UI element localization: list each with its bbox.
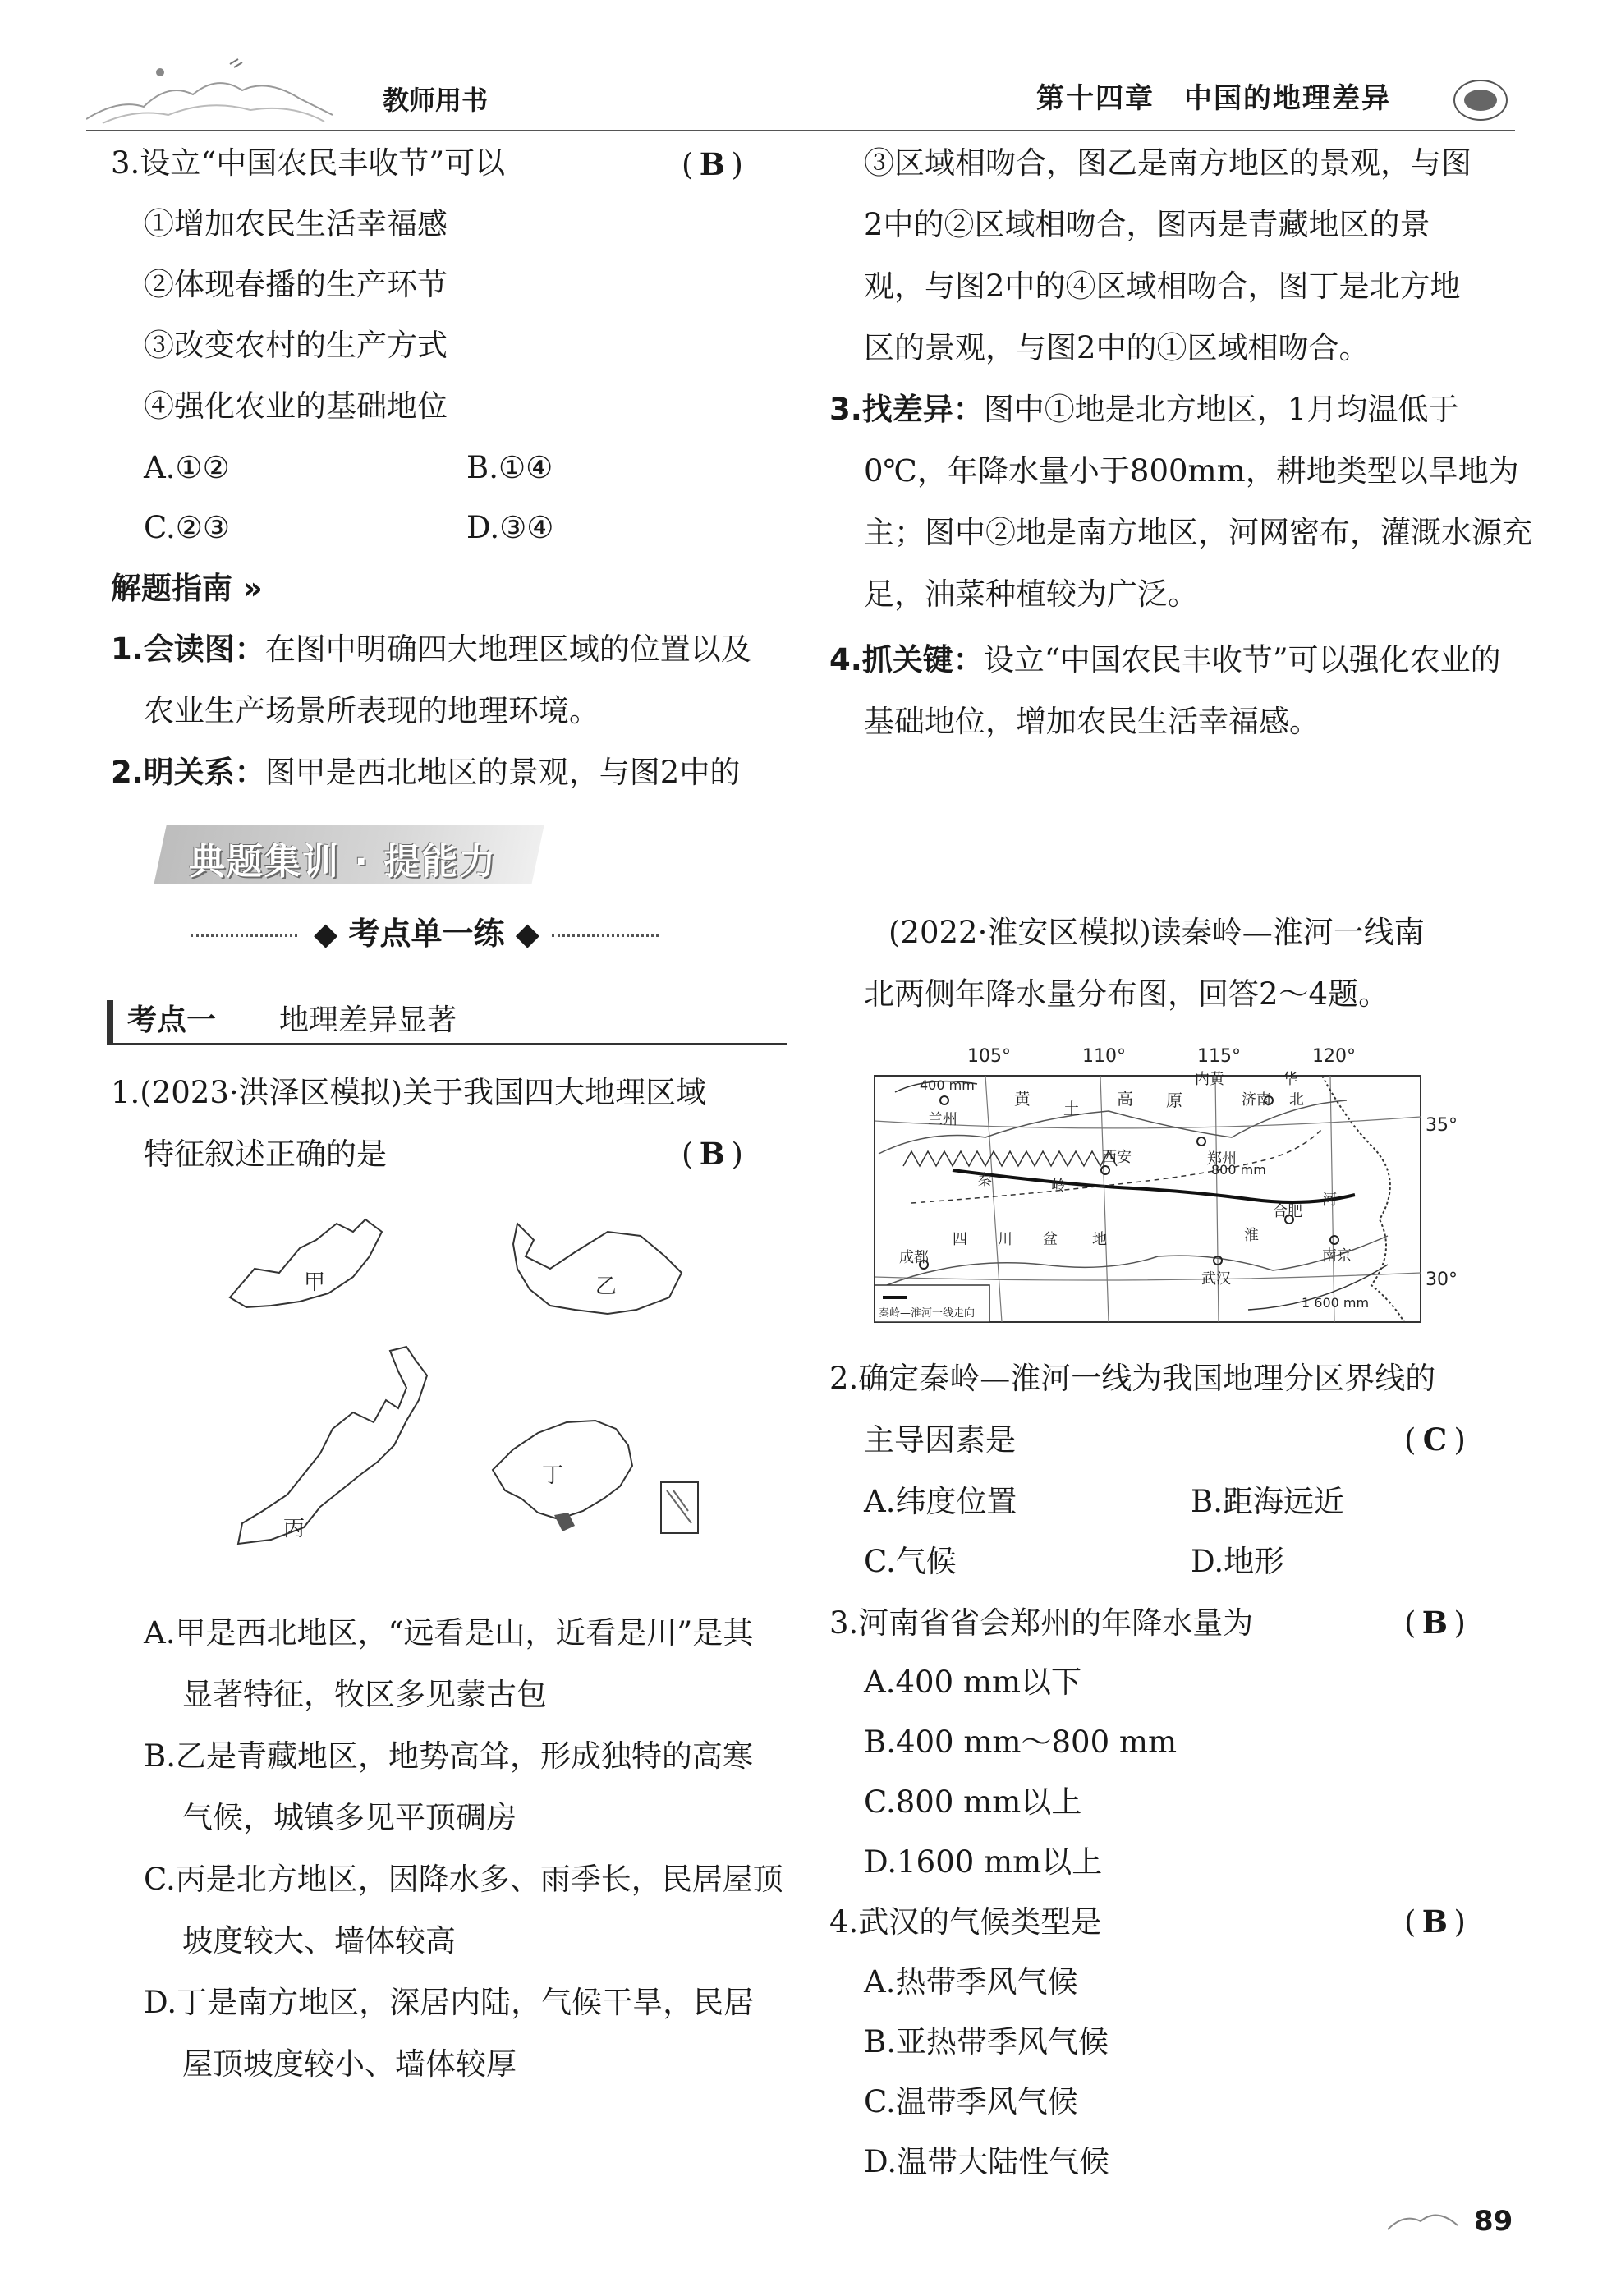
map-intro-1: (2022·淮安区模拟)读秦岭—淮河一线南 (888, 915, 1425, 950)
lon-label-120: 120° (1312, 1046, 1356, 1067)
terrain-label: 黄 (1014, 1089, 1031, 1109)
q3-stem: 3.设立“中国农民丰收节”可以 (111, 145, 506, 181)
q1-option-b-1 (144, 1738, 753, 1774)
option-text: 温带大陆性气候 (897, 2144, 1110, 2179)
option-label: A. (144, 1615, 176, 1651)
terrain-label: 四 (953, 1231, 967, 1248)
p4-line-1 (829, 642, 1501, 677)
p4-key: 4.抓关键： (829, 642, 984, 677)
option-label: D. (466, 510, 500, 545)
page-number: 89 (1474, 2205, 1513, 2238)
option-label: B. (864, 1724, 896, 1760)
option-label: C. (144, 1862, 176, 1897)
option-text: ①④ (498, 450, 553, 485)
q1-option-a-2: 显著特征，牧区多见蒙古包 (182, 1677, 547, 1712)
q3-item-2: ②体现春播的生产环节 (144, 267, 448, 302)
terrain-label: 川 (998, 1231, 1012, 1248)
q4-option-a (864, 1964, 1078, 2000)
q4-option-b (864, 2024, 1109, 2060)
city-label-xian: 西安 (1102, 1149, 1132, 1166)
q3b-option-a (864, 1665, 1082, 1700)
right-line-4: 区的景观，与图2中的①区域相吻合。 (864, 330, 1370, 365)
option-label: C. (864, 2084, 896, 2119)
option-text: 800 mm以上 (895, 1784, 1082, 1820)
terrain-label: 华 (1283, 1071, 1297, 1088)
p3-key: 3.找差异： (829, 392, 984, 427)
terrain-label: 秦 (977, 1172, 992, 1189)
option-label: A. (864, 1665, 896, 1700)
header-rule (86, 130, 1515, 131)
option-text: 地形 (1224, 1544, 1285, 1579)
q1-option-d-2: 屋顶坡度较小、墙体较厚 (182, 2046, 517, 2082)
city-label-jinan: 济南 (1242, 1091, 1271, 1109)
q2-option-b (1191, 1486, 1344, 1517)
lon-label-115: 115° (1197, 1046, 1241, 1067)
q1-stem-1: 1.(2023·洪泽区模拟)关于我国四大地理区域 (111, 1075, 707, 1110)
star-icon: ◆ (314, 916, 349, 952)
q2-option-c (864, 1546, 957, 1577)
terrain-label: 原 (1166, 1091, 1182, 1110)
q4-option-d (864, 2144, 1110, 2179)
option-label: D. (1191, 1544, 1224, 1579)
option-text: 热带季风气候 (895, 1964, 1078, 2000)
q4-option-c (864, 2084, 1078, 2119)
q3-answer-letter: B (699, 146, 726, 182)
option-label: B. (144, 1738, 176, 1774)
isoline-label-1600: 1 600 mm (1302, 1295, 1370, 1311)
q2-stem-1: 2.确定秦岭—淮河一线为我国地理分区界线的 (829, 1361, 1436, 1396)
city-label-nanjing: 南京 (1322, 1247, 1352, 1265)
terrain-label: 地 (1092, 1231, 1107, 1248)
q1-stem-2: 特征叙述正确的是 (144, 1137, 387, 1172)
guide-title-text: 解题指南 (111, 571, 232, 606)
terrain-label: 高 (1117, 1089, 1133, 1109)
guide-2-line-1 (111, 757, 740, 788)
q3b-stem: 3.河南省省会郑州的年降水量为 (829, 1605, 1254, 1641)
city-label-zhengzhou: 郑州 (1207, 1150, 1237, 1168)
guide-2-text: 图甲是西北地区的景观，与图2中的 (264, 755, 741, 790)
region-label-jia: 甲 (304, 1270, 326, 1295)
section-title (314, 916, 539, 952)
option-text: 丙是北方地区，因降水多、雨季长，民居屋顶 (175, 1862, 783, 1897)
right-line-3: 观，与图2中的④区域相吻合，图丁是北方地 (864, 269, 1461, 304)
q3-option-b (466, 452, 553, 483)
p3-line-3: 主；图中②地是南方地区，河网密布，灌溉水源充 (864, 515, 1532, 550)
option-text: 距海远近 (1222, 1484, 1344, 1519)
q3b-answer-letter: B (1421, 1605, 1449, 1641)
right-line-1: ③区域相吻合，图乙是南方地区的景观，与图 (864, 145, 1472, 181)
option-label: A. (144, 450, 176, 485)
option-label: C. (864, 1544, 896, 1579)
qinling-ridge (903, 1151, 1117, 1166)
city-label-hefei: 合肥 (1273, 1203, 1302, 1220)
option-label: B. (466, 450, 498, 485)
q3-item-4: ④强化农业的基础地位 (144, 388, 448, 424)
isoline-label-400: 400 mm (920, 1077, 975, 1093)
q2-stem-2: 主导因素是 (864, 1422, 1016, 1458)
option-label: D. (144, 1985, 177, 2020)
double-chevron-icon: » (232, 571, 263, 606)
right-line-2: 2中的②区域相吻合，图丙是青藏地区的景 (864, 207, 1430, 242)
region-label-ding: 丁 (542, 1463, 564, 1488)
option-text: 亚热带季风气候 (895, 2024, 1109, 2060)
section-banner: 典题集训 · 提能力 (189, 841, 498, 883)
p3-line-1 (829, 394, 1458, 425)
map-intro-2: 北两侧年降水量分布图，回答2～4题。 (864, 976, 1389, 1012)
q2-option-d (1191, 1546, 1284, 1577)
q1-answer-letter: B (699, 1136, 726, 1172)
guide-1-key: 1.会读图： (111, 631, 265, 667)
header-landscape-decoration (86, 49, 333, 127)
section-title-text: 考点单一练 (348, 916, 505, 952)
lon-label-105: 105° (967, 1046, 1011, 1067)
q4-stem: 4.武汉的气候类型是 (829, 1904, 1102, 1940)
q3b-option-d (864, 1844, 1103, 1880)
terrain-label: 北 (1289, 1091, 1304, 1109)
q1-answer: ( B ) (682, 1136, 743, 1172)
p3-text: 图中①地是北方地区，1月均温低于 (983, 392, 1459, 427)
qinling-huaihe-precipitation-map (862, 1039, 1478, 1330)
option-text: 1600 mm以上 (897, 1844, 1103, 1880)
terrain-label: 盆 (1043, 1231, 1058, 1248)
q4-answer: ( B ) (1404, 1903, 1466, 1940)
option-label: A. (864, 1964, 896, 2000)
p3-line-4: 足，油菜种植较为广泛。 (864, 576, 1198, 612)
p3-line-2: 0℃，年降水量小于800mm，耕地类型以旱地为 (864, 453, 1519, 489)
region-yi-outline (513, 1224, 682, 1314)
q1-option-b-2: 气候，城镇多见平顶碉房 (182, 1800, 517, 1835)
option-label: C. (144, 510, 176, 545)
kaodian-title: 地理差异显著 (279, 1003, 457, 1037)
q3-option-c (144, 512, 230, 543)
q1-option-c-1 (144, 1862, 783, 1897)
guide-title (111, 573, 263, 604)
region-maps (222, 1207, 714, 1585)
guide-2-key: 2.明关系： (111, 755, 265, 790)
option-text: 400 mm～800 mm (895, 1724, 1178, 1760)
q3-option-d (466, 512, 553, 543)
option-text: 纬度位置 (895, 1484, 1017, 1519)
q3b-option-c (864, 1784, 1082, 1820)
region-bing-outline (238, 1347, 427, 1544)
kaodian-label: 考点一 (127, 1003, 217, 1037)
q3-option-a (144, 452, 230, 483)
lat-label-30: 30° (1426, 1270, 1458, 1290)
option-text: 气候 (895, 1544, 957, 1579)
city-label-wuhan: 武汉 (1201, 1270, 1231, 1288)
option-label: B. (1191, 1484, 1223, 1519)
section-title-rule-right (552, 934, 659, 937)
p4-text: 设立“中国农民丰收节”可以强化农业的 (983, 642, 1501, 677)
q2-answer-letter: C (1422, 1421, 1448, 1458)
q3-answer: ( B ) (682, 146, 743, 182)
region-label-yi: 乙 (595, 1274, 618, 1299)
map-legend: 秦岭—淮河一线走向 (879, 1307, 976, 1320)
option-text: ③④ (499, 510, 554, 545)
q3-item-3: ③改变农村的生产方式 (144, 328, 448, 363)
q4-answer-letter: B (1421, 1903, 1449, 1940)
q3-item-1: ①增加农民生活幸福感 (144, 206, 448, 241)
section-title-rule-left (191, 934, 297, 937)
terrain-label: 岭 (1051, 1178, 1066, 1195)
option-label: B. (864, 2024, 896, 2060)
option-text: 丁是南方地区，深居内陆，气候干旱，民居 (177, 1985, 755, 2020)
guide-1-text: 在图中明确四大地理区域的位置以及 (264, 631, 751, 667)
lat-label-35: 35° (1426, 1115, 1458, 1136)
city-label-lanzhou: 兰州 (928, 1111, 957, 1128)
q2-option-a (864, 1486, 1017, 1517)
city-label-chengdu: 成都 (899, 1249, 929, 1266)
option-text: 400 mm以下 (895, 1665, 1082, 1700)
header-chapter-title: 第十四章 中国的地理差异 (1036, 82, 1391, 115)
terrain-label: 河 (1322, 1192, 1337, 1209)
option-text: 乙是青藏地区，地势高耸，形成独特的高寒 (175, 1738, 753, 1774)
p4-line-2: 基础地位，增加农民生活幸福感。 (864, 704, 1320, 739)
q3b-answer: ( B ) (1404, 1605, 1466, 1641)
q3b-option-b (864, 1724, 1178, 1760)
header-book-title: 教师用书 (383, 85, 489, 116)
region-label-bing: 丙 (283, 1517, 305, 1541)
q2-answer: ( C ) (1404, 1421, 1466, 1458)
qinling-huaihe-line (953, 1170, 1355, 1202)
option-text: ②③ (175, 510, 231, 545)
option-text: 甲是西北地区，“远看是山，近看是川”是其 (175, 1615, 754, 1651)
star-icon: ◆ (504, 916, 539, 952)
option-label: D. (864, 2144, 898, 2179)
header-emblem-icon (1452, 78, 1509, 123)
q1-option-c-2: 坡度较大、墙体较高 (182, 1923, 456, 1958)
guide-1-line-1 (111, 631, 751, 667)
option-label: C. (864, 1784, 896, 1820)
q1-option-d-1 (144, 1987, 754, 2018)
guide-1-line-2: 农业生产场景所表现的地理环境。 (144, 693, 599, 728)
lon-label-110: 110° (1082, 1046, 1126, 1067)
option-text: 温带季风气候 (895, 2084, 1078, 2119)
footer-landscape-decoration (1388, 2201, 1462, 2234)
option-label: D. (864, 1844, 898, 1880)
option-text: ①② (175, 450, 230, 485)
isoline-label-800: 800 mm (1211, 1162, 1266, 1178)
option-label: A. (864, 1484, 896, 1519)
terrain-label: 内黄 (1195, 1071, 1224, 1088)
q1-option-a-1 (144, 1615, 754, 1651)
terrain-label: 土 (1063, 1099, 1080, 1118)
terrain-label: 淮 (1244, 1227, 1259, 1244)
